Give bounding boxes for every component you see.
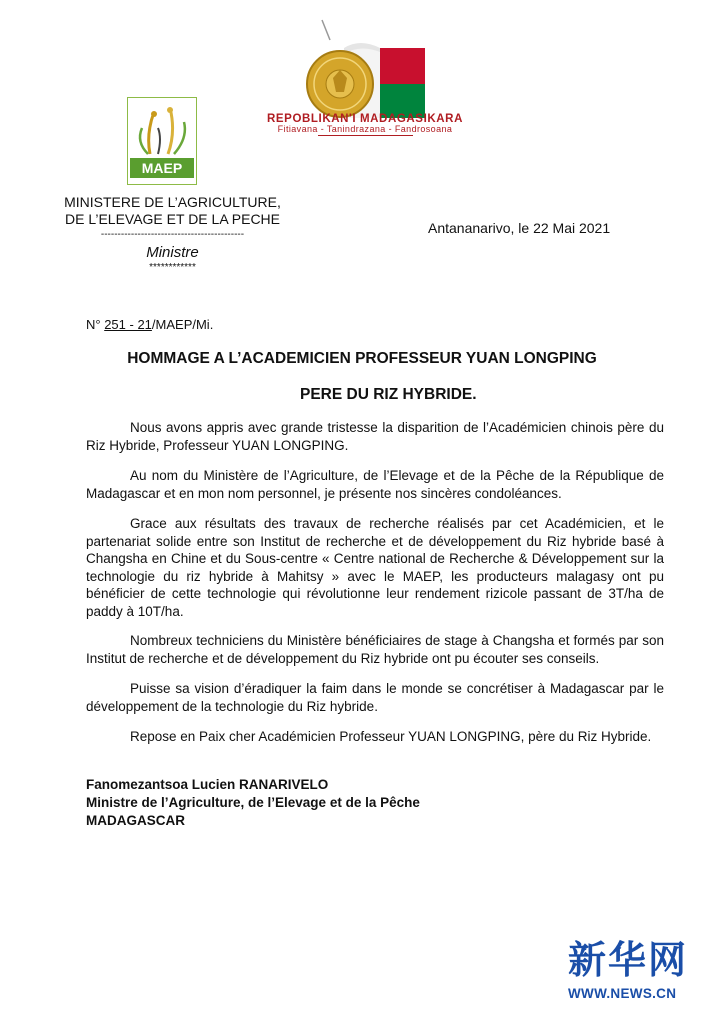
paragraph-6 [86,728,664,746]
document-title-line-2: PERE DU RIZ HYBRIDE. [300,386,477,403]
republic-motto: Fitiavana - Tanindrazana - Fandrosoana [277,124,453,134]
paragraph-4-text: Nombreux techniciens du Ministère bénéficiaires de stage à Changsha et formés par son Institut de recherche et de développement du Riz hybride ont pu écouter ses conseils. [86,633,664,666]
paragraph-4 [86,632,664,667]
paragraph-5 [86,680,664,715]
signatory-country: MADAGASCAR [86,813,185,828]
xinhua-url: WWW.NEWS.CN [568,986,677,1001]
paragraph-1-text: Nous avons appris avec grande tristesse la disparition de l’Académicien chinois père du Riz Hybride, Professeur YUAN LONGPING. [86,420,664,453]
ministry-line-1: MINISTERE DE L’AGRICULTURE, [64,194,281,210]
maep-logo-text: MAEP [141,160,183,176]
signature-block [86,776,420,830]
paragraph-1 [86,419,664,454]
ministry-line-2: DE L’ELEVAGE ET DE LA PECHE [64,211,281,227]
reference-prefix: N° [86,317,105,332]
paragraph-3-text: Grace aux résultats des travaux de recherche réalisés par cet Académicien, et le partenariat solide entre son Institut de recherche et de développement du Riz hybride basé à Changsha en Chine et du Sous-centre « Centre national de Recherche & Développement sur la technologie du riz hybride à Mahitsy » avec le MAEP, les producteurs malagasy ont pu bénéficier de cette technologie qui révolutionne leur rendement rizicole passant de 3T/ha de paddy à 10T/ha. [86,516,664,619]
paragraph-3 [86,515,664,620]
reference-number [86,317,213,332]
paragraph-2-text: Au nom du Ministère de l’Agriculture, de l’Elevage et de la Pêche de la République de Madagascar et en mon nom personnel, je présente nos sincères condoléances. [86,468,664,501]
maep-logo [127,97,197,185]
ministre-stars: ************ [149,262,196,273]
republic-underline [318,135,413,136]
xinhua-watermark [568,938,698,1008]
xinhua-chinese-logo: 新华网 [568,938,689,982]
paragraph-5-text: Puisse sa vision d’éradiquer la faim dans le monde se concrétiser à Madagascar par le développement de la technologie du Riz hybride. [86,681,664,714]
republic-seal-flag [300,18,425,118]
ministry-name [40,194,305,228]
document-title-line-1: HOMMAGE A L’ACADEMICIEN PROFESSEUR YUAN LONGPING [127,350,597,367]
ministry-separator: ------------------------------------------- [100,229,245,240]
signatory-role: Ministre de l’Agriculture, de l’Elevage et de la Pêche [86,795,420,810]
paragraph-6-text: Repose en Paix cher Académicien Professeur YUAN LONGPING, père du Riz Hybride. [130,729,652,744]
reference-suffix: /MAEP/Mi. [151,317,214,332]
ministre-title: Ministre [146,244,199,261]
document-date: Antananarivo, le 22 Mai 2021 [428,220,611,236]
paragraph-2 [86,467,664,502]
signatory-name: Fanomezantsoa Lucien RANARIVELO [86,777,329,792]
republic-name: REPOBLIKAN'I MADAGASIKARA [267,113,463,125]
reference-code: 251 - 21 [104,317,152,332]
seal-flag-icon [300,18,425,118]
